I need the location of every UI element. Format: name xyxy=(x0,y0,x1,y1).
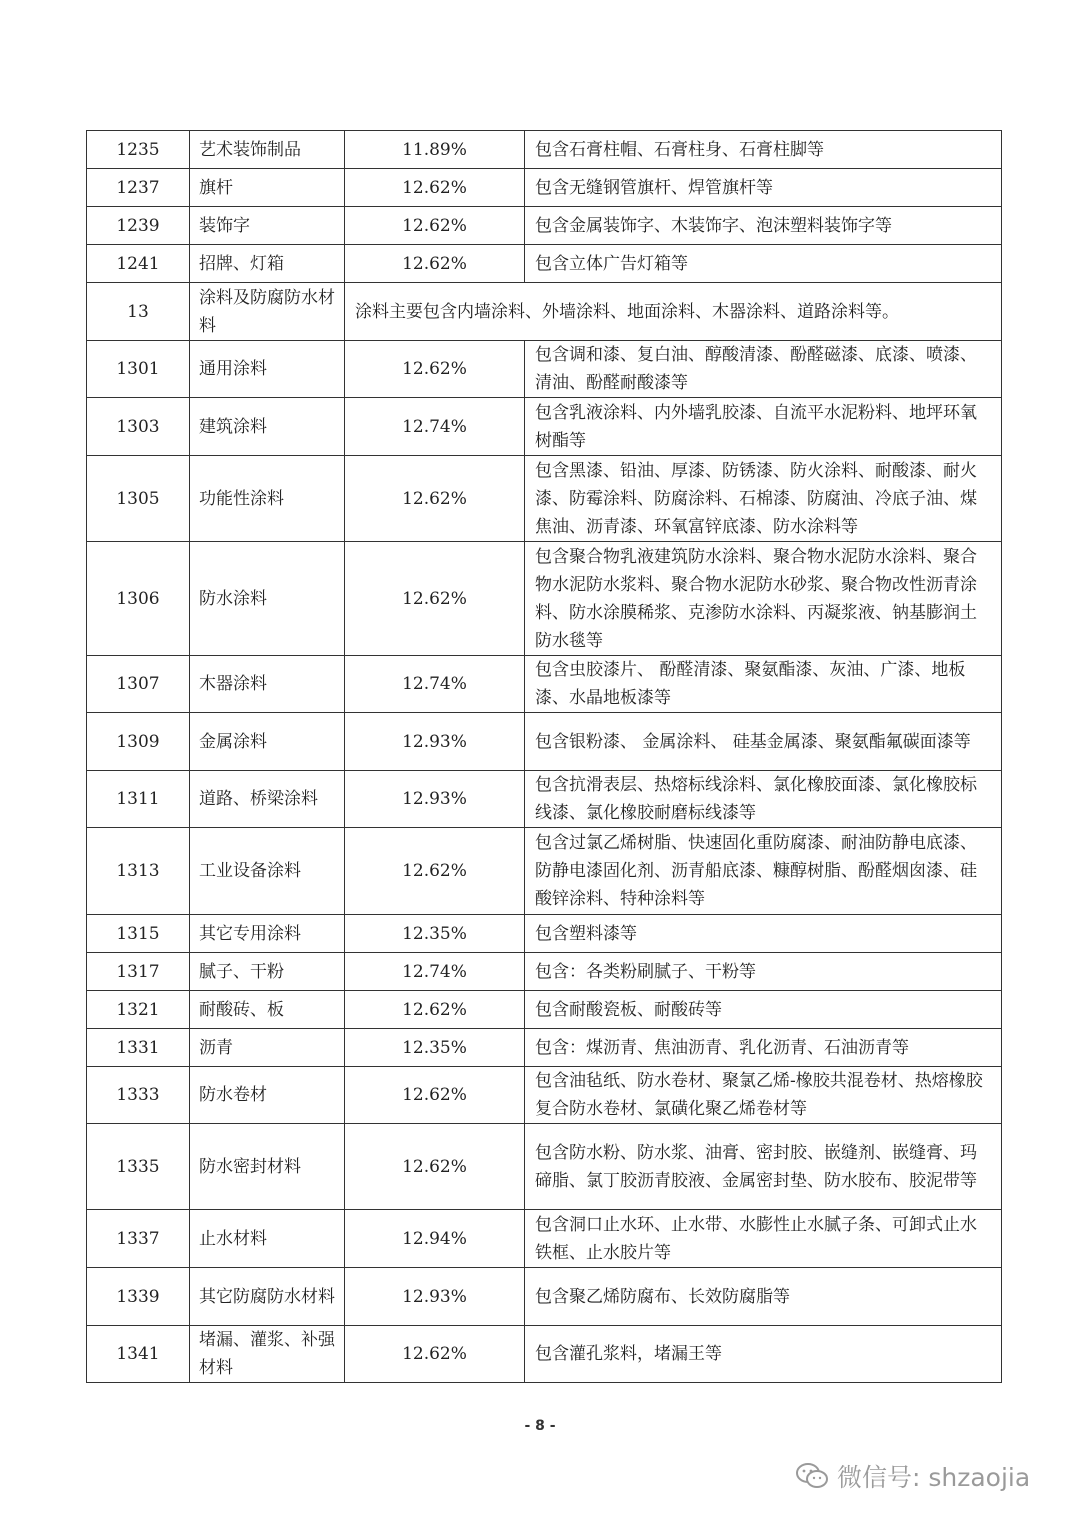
cell-rate: 12.62% xyxy=(345,245,525,283)
table-row xyxy=(87,169,1002,207)
cell-description: 包含聚乙烯防腐布、长效防腐脂等 xyxy=(525,1268,1002,1326)
table-body xyxy=(87,131,1002,1383)
table-row xyxy=(87,1029,1002,1067)
materials-table xyxy=(86,130,1002,1383)
cell-code: 1315 xyxy=(87,915,190,953)
cell-rate: 12.93% xyxy=(345,771,525,828)
cell-name: 防水涂料 xyxy=(190,542,345,656)
cell-description: 包含：各类粉刷腻子、干粉等 xyxy=(525,953,1002,991)
cell-code: 1335 xyxy=(87,1124,190,1210)
table-row xyxy=(87,341,1002,398)
table-row xyxy=(87,398,1002,456)
table-row xyxy=(87,828,1002,915)
cell-name: 建筑涂料 xyxy=(190,398,345,456)
cell-code: 1305 xyxy=(87,456,190,542)
cell-name: 沥青 xyxy=(190,1029,345,1067)
cell-rate: 12.62% xyxy=(345,207,525,245)
cell-name: 防水密封材料 xyxy=(190,1124,345,1210)
cell-name: 功能性涂料 xyxy=(190,456,345,542)
cell-description: 包含银粉漆、 金属涂料、 硅基金属漆、聚氨酯氟碳面漆等 xyxy=(525,713,1002,771)
cell-rate: 12.93% xyxy=(345,713,525,771)
cell-code: 13 xyxy=(87,283,190,341)
table-row xyxy=(87,771,1002,828)
cell-code: 1241 xyxy=(87,245,190,283)
cell-code: 1237 xyxy=(87,169,190,207)
cell-rate: 12.62% xyxy=(345,341,525,398)
cell-name: 招牌、灯箱 xyxy=(190,245,345,283)
table-row xyxy=(87,283,1002,341)
table-row xyxy=(87,245,1002,283)
cell-name: 旗杆 xyxy=(190,169,345,207)
cell-name: 其它防腐防水材料 xyxy=(190,1268,345,1326)
cell-description: 包含乳液涂料、内外墙乳胶漆、自流平水泥粉料、地坪环氧树酯等 xyxy=(525,398,1002,456)
watermark-text: 微信号: shzaojia xyxy=(837,1463,1031,1492)
cell-code: 1333 xyxy=(87,1067,190,1124)
cell-name: 通用涂料 xyxy=(190,341,345,398)
cell-code: 1337 xyxy=(87,1210,190,1268)
cell-description: 包含石膏柱帽、石膏柱身、石膏柱脚等 xyxy=(525,131,1002,169)
cell-name: 防水卷材 xyxy=(190,1067,345,1124)
cell-name: 装饰字 xyxy=(190,207,345,245)
cell-code: 1311 xyxy=(87,771,190,828)
cell-code: 1321 xyxy=(87,991,190,1029)
cell-description: 包含黑漆、铅油、厚漆、防锈漆、防火涂料、耐酸漆、耐火漆、防霉涂料、防腐涂料、石棉漆、防腐油、冷底子油、煤焦油、沥青漆、环氧富锌底漆、防水涂料等 xyxy=(525,456,1002,542)
cell-rate: 12.62% xyxy=(345,1124,525,1210)
cell-rate: 12.62% xyxy=(345,456,525,542)
cell-code: 1235 xyxy=(87,131,190,169)
cell-description: 包含洞口止水环、止水带、水膨性止水腻子条、可卸式止水铁框、止水胶片等 xyxy=(525,1210,1002,1268)
wechat-watermark xyxy=(795,1458,1030,1494)
cell-description: 包含耐酸瓷板、耐酸砖等 xyxy=(525,991,1002,1029)
cell-description: 包含过氯乙烯树脂、快速固化重防腐漆、耐油防静电底漆、防静电漆固化剂、沥青船底漆、糠醇树脂、酚醛烟囱漆、硅酸锌涂料、特种涂料等 xyxy=(525,828,1002,915)
cell-code: 1309 xyxy=(87,713,190,771)
cell-rate: 12.94% xyxy=(345,1210,525,1268)
table-row xyxy=(87,991,1002,1029)
table-row xyxy=(87,713,1002,771)
cell-rate: 11.89% xyxy=(345,131,525,169)
table-row xyxy=(87,915,1002,953)
cell-description: 包含：煤沥青、焦油沥青、乳化沥青、石油沥青等 xyxy=(525,1029,1002,1067)
cell-name: 止水材料 xyxy=(190,1210,345,1268)
cell-description: 涂料主要包含内墙涂料、外墙涂料、地面涂料、木器涂料、道路涂料等。 xyxy=(345,283,1002,341)
cell-description: 包含调和漆、复白油、醇酸清漆、酚醛磁漆、底漆、喷漆、清油、酚醛耐酸漆等 xyxy=(525,341,1002,398)
cell-description: 包含聚合物乳液建筑防水涂料、聚合物水泥防水涂料、聚合物水泥防水浆料、聚合物水泥防水砂浆、聚合物改性沥青涂料、防水涂膜稀浆、克渗防水涂料、丙凝浆液、钠基膨润土防水毯等 xyxy=(525,542,1002,656)
cell-rate: 12.74% xyxy=(345,398,525,456)
table-row xyxy=(87,953,1002,991)
wechat-icon xyxy=(795,1462,829,1490)
cell-description: 包含无缝钢管旗杆、焊管旗杆等 xyxy=(525,169,1002,207)
cell-code: 1306 xyxy=(87,542,190,656)
cell-name: 道路、桥梁涂料 xyxy=(190,771,345,828)
table-row xyxy=(87,1124,1002,1210)
cell-rate: 12.93% xyxy=(345,1268,525,1326)
cell-rate: 12.62% xyxy=(345,1326,525,1383)
cell-name: 耐酸砖、板 xyxy=(190,991,345,1029)
cell-name: 工业设备涂料 xyxy=(190,828,345,915)
cell-description: 包含金属装饰字、木装饰字、泡沫塑料装饰字等 xyxy=(525,207,1002,245)
cell-description: 包含灌孔浆料，堵漏王等 xyxy=(525,1326,1002,1383)
table-row xyxy=(87,1326,1002,1383)
table-row xyxy=(87,1210,1002,1268)
page-number: - 8 - xyxy=(524,1418,556,1434)
cell-code: 1301 xyxy=(87,341,190,398)
cell-name: 腻子、干粉 xyxy=(190,953,345,991)
cell-rate: 12.35% xyxy=(345,915,525,953)
cell-description: 包含防水粉、防水浆、油膏、密封胶、嵌缝剂、嵌缝膏、玛碲脂、氯丁胶沥青胶液、金属密封垫、防水胶布、胶泥带等 xyxy=(525,1124,1002,1210)
cell-name: 其它专用涂料 xyxy=(190,915,345,953)
table-row xyxy=(87,656,1002,713)
cell-rate: 12.74% xyxy=(345,953,525,991)
cell-rate: 12.62% xyxy=(345,991,525,1029)
cell-rate: 12.74% xyxy=(345,656,525,713)
cell-rate: 12.62% xyxy=(345,169,525,207)
table-row xyxy=(87,1268,1002,1326)
cell-code: 1303 xyxy=(87,398,190,456)
cell-description: 包含油毡纸、防水卷材、聚氯乙烯-橡胶共混卷材、热熔橡胶复合防水卷材、氯磺化聚乙烯卷材等 xyxy=(525,1067,1002,1124)
cell-name: 木器涂料 xyxy=(190,656,345,713)
cell-code: 1339 xyxy=(87,1268,190,1326)
cell-rate: 12.62% xyxy=(345,542,525,656)
cell-rate: 12.62% xyxy=(345,1067,525,1124)
cell-code: 1331 xyxy=(87,1029,190,1067)
cell-code: 1307 xyxy=(87,656,190,713)
table-row xyxy=(87,542,1002,656)
cell-code: 1313 xyxy=(87,828,190,915)
cell-code: 1317 xyxy=(87,953,190,991)
table-row xyxy=(87,207,1002,245)
cell-name: 堵漏、灌浆、补强材料 xyxy=(190,1326,345,1383)
cell-rate: 12.35% xyxy=(345,1029,525,1067)
cell-description: 包含抗滑表层、热熔标线涂料、氯化橡胶面漆、氯化橡胶标线漆、氯化橡胶耐磨标线漆等 xyxy=(525,771,1002,828)
cell-rate: 12.62% xyxy=(345,828,525,915)
cell-description: 包含塑料漆等 xyxy=(525,915,1002,953)
cell-code: 1341 xyxy=(87,1326,190,1383)
cell-name: 涂料及防腐防水材料 xyxy=(190,283,345,341)
cell-description: 包含立体广告灯箱等 xyxy=(525,245,1002,283)
cell-description: 包含虫胶漆片、 酚醛清漆、聚氨酯漆、灰油、广漆、地板漆、水晶地板漆等 xyxy=(525,656,1002,713)
table-row xyxy=(87,1067,1002,1124)
table-row xyxy=(87,456,1002,542)
table-row xyxy=(87,131,1002,169)
cell-name: 艺术装饰制品 xyxy=(190,131,345,169)
cell-code: 1239 xyxy=(87,207,190,245)
cell-name: 金属涂料 xyxy=(190,713,345,771)
